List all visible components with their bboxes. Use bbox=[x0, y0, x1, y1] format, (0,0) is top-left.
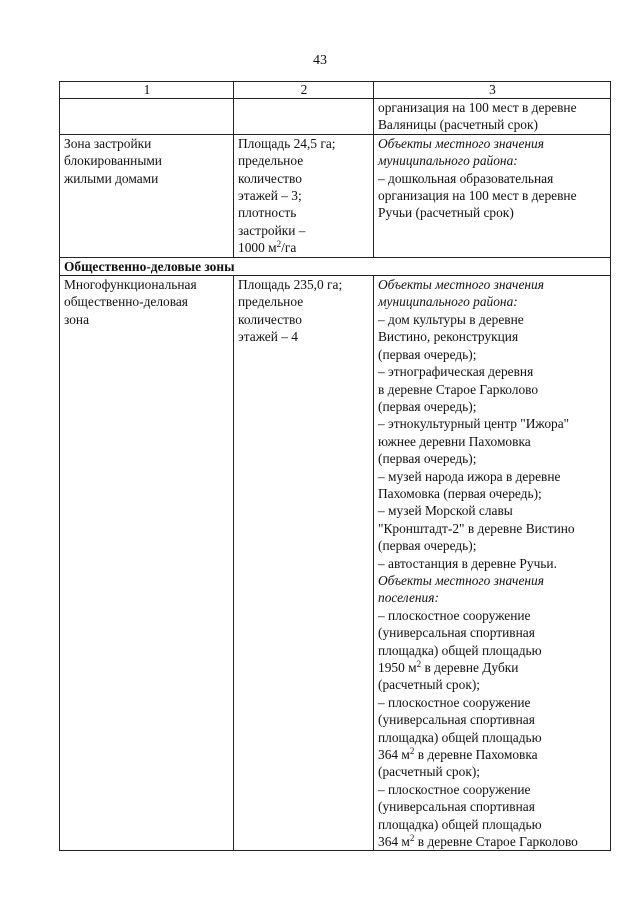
list-item-line: – плоскостное сооружение bbox=[378, 607, 531, 623]
list-item-line: (первая очередь); bbox=[378, 538, 477, 554]
list-item-line: (расчетный срок); bbox=[378, 764, 480, 780]
zoning-table bbox=[59, 81, 611, 851]
text-line: зона bbox=[64, 311, 90, 327]
zone-params-cell bbox=[234, 134, 374, 257]
text-line: организация на 100 мест в деревне bbox=[378, 100, 577, 115]
section-row bbox=[60, 257, 611, 275]
objects-heading: Объекты местного значения bbox=[378, 135, 544, 151]
text-line: Зона застройки bbox=[64, 135, 152, 151]
text-line: Многофункциональная bbox=[64, 277, 197, 293]
list-item-line: площадка) общей площадью bbox=[378, 816, 542, 832]
text-line: этажей – 3; bbox=[238, 188, 302, 204]
continuation-params-cell bbox=[234, 99, 374, 135]
superscript: 2 bbox=[409, 746, 415, 757]
superscript: 2 bbox=[416, 659, 422, 669]
objects-heading: муниципального района: bbox=[378, 294, 518, 310]
list-item-line: (первая очередь); bbox=[378, 451, 477, 467]
area-line bbox=[378, 659, 607, 676]
density-value: 1000 м bbox=[238, 240, 277, 256]
list-item-line: Пахомовка (первая очередь); bbox=[378, 485, 542, 501]
list-item-line: (универсальная спортивная bbox=[378, 799, 535, 815]
density-unit: /га bbox=[281, 240, 297, 256]
list-item-line: в деревне Старое Гарколово bbox=[378, 381, 539, 397]
text-line: Ручьи (расчетный срок) bbox=[378, 205, 514, 221]
list-item-line: – музей народа ижора в деревне bbox=[378, 468, 561, 484]
objects-heading: поселения: bbox=[378, 590, 439, 606]
list-item-line: – этнографическая деревня bbox=[378, 364, 534, 380]
column-number-1: 1 bbox=[60, 82, 234, 99]
continuation-objects-cell bbox=[374, 99, 611, 135]
list-item-line: (первая очередь); bbox=[378, 398, 477, 414]
continuation-zone-cell bbox=[60, 99, 234, 135]
text-line: количество bbox=[238, 170, 302, 186]
list-item-line: – дом культуры в деревне bbox=[378, 311, 524, 327]
zone-objects-cell bbox=[374, 134, 611, 257]
list-item-line: – плоскостное сооружение bbox=[378, 694, 531, 710]
zone-name-cell bbox=[60, 134, 234, 257]
text-line: организация на 100 мест в деревне bbox=[378, 188, 577, 204]
area-value: 364 м bbox=[378, 834, 410, 850]
text-line: жилыми домами bbox=[64, 170, 159, 186]
table-header-row bbox=[60, 82, 611, 99]
list-item-line: – музей Морской славы bbox=[378, 503, 513, 519]
list-item-line: площадка) общей площадью bbox=[378, 729, 542, 745]
zone-blocked-housing-row bbox=[60, 134, 611, 257]
list-item-line: площадка) общей площадью bbox=[378, 642, 542, 658]
zone-name-cell bbox=[60, 276, 234, 851]
text-line: Валяницы (расчетный срок) bbox=[378, 117, 538, 133]
objects-heading: Объекты местного значения bbox=[378, 572, 544, 588]
objects-heading: муниципального района: bbox=[378, 153, 518, 169]
density-line bbox=[238, 239, 370, 256]
superscript: 2 bbox=[409, 833, 415, 844]
area-place: в деревне Дубки bbox=[421, 660, 519, 675]
area-place: в деревне Пахомовка bbox=[414, 747, 538, 763]
page-number: 43 bbox=[313, 53, 327, 68]
text-line: предельное bbox=[238, 294, 304, 310]
list-item-line: – этнокультурный центр "Ижора" bbox=[378, 416, 570, 432]
zone-params-cell bbox=[234, 276, 374, 851]
list-item-line: (универсальная спортивная bbox=[378, 712, 535, 728]
text-line: предельное bbox=[238, 153, 304, 169]
list-item-line: – плоскостное сооружение bbox=[378, 781, 531, 797]
text-line: застройки – bbox=[238, 222, 306, 238]
column-number-3: 3 bbox=[374, 82, 611, 99]
list-item-line: Вистино, реконструкция bbox=[378, 329, 519, 345]
section-title: Общественно-деловые зоны bbox=[60, 257, 611, 275]
text-line: Площадь 235,0 га; bbox=[238, 277, 343, 293]
zone-objects-cell bbox=[374, 276, 611, 851]
area-line bbox=[378, 833, 607, 850]
text-line: общественно-деловая bbox=[64, 294, 188, 310]
list-item-line: южнее деревни Пахомовка bbox=[378, 433, 531, 449]
list-item-line: "Кронштадт-2" в деревне Вистино bbox=[378, 520, 575, 536]
objects-heading: Объекты местного значения bbox=[378, 277, 544, 293]
list-item-line: (расчетный срок); bbox=[378, 677, 480, 693]
text-line: Площадь 24,5 га; bbox=[238, 135, 336, 151]
text-line: плотность bbox=[238, 205, 297, 221]
text-line: блокированными bbox=[64, 153, 162, 169]
area-place: в деревне Старое Гарколово bbox=[414, 834, 578, 850]
list-item-line: – автостанция в деревне Ручьи. bbox=[378, 555, 557, 571]
area-value: 1950 м bbox=[378, 660, 417, 675]
list-item-line: (универсальная спортивная bbox=[378, 625, 535, 641]
list-item-line: (первая очередь); bbox=[378, 346, 477, 362]
zone-public-business-row bbox=[60, 276, 611, 851]
text-line: количество bbox=[238, 311, 302, 327]
text-line: этажей – 4 bbox=[238, 329, 298, 345]
text-line: – дошкольная образовательная bbox=[378, 170, 554, 186]
column-number-2: 2 bbox=[234, 82, 374, 99]
area-value: 364 м bbox=[378, 747, 410, 763]
superscript: 2 bbox=[276, 239, 282, 250]
continuation-row bbox=[60, 99, 611, 135]
area-line bbox=[378, 746, 607, 763]
